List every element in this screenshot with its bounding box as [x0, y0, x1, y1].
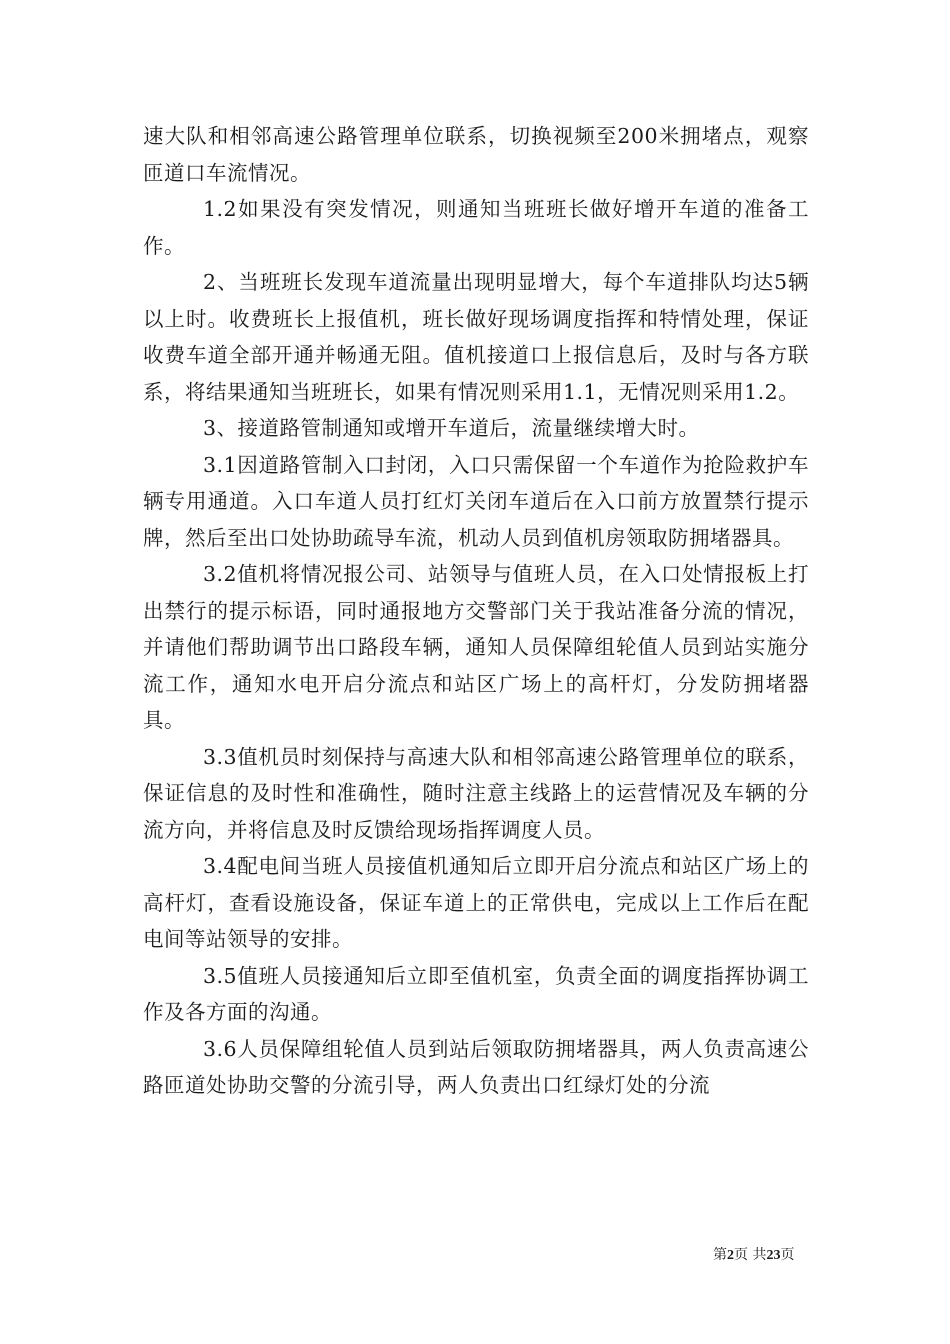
footer-prefix: 第 — [713, 1247, 727, 1263]
paragraph-6: 3.2值机将情况报公司、站领导与值班人员，在入口处情报板上打出禁行的提示标语，同时通报地方交警部门关于我站准备分流的情况，并请他们帮助调节出口路段车辆，通知人员保障组轮值人员到站实施分流工作，通知水电开启分流点和站区广场上的高杆灯，分发防拥堵器具。 — [143, 562, 809, 732]
paragraph-7: 3.3值机员时刻保持与高速大队和相邻高速公路管理单位的联系，保证信息的及时性和准确性，随时注意主线路上的运营情况及车辆的分流方向，并将信息及时反馈给现场指挥调度人员。 — [143, 744, 809, 842]
paragraph-2: 1.2如果没有突发情况，则通知当班班长做好增开车道的准备工作。 — [143, 197, 809, 258]
paragraph-10: 3.6人员保障组轮值人员到站后领取防拥堵器具，两人负责高速公路匝道处协助交警的分流引导，两人负责出口红绿灯处的分流 — [143, 1036, 809, 1097]
document-body — [143, 118, 809, 1104]
footer-middle: 页 共 — [734, 1247, 767, 1263]
paragraph-8: 3.4配电间当班人员接值机通知后立即开启分流点和站区广场上的高杆灯，查看设施设备，保证车道上的正常供电，完成以上工作后在配电间等站领导的安排。 — [143, 854, 809, 951]
paragraph-3: 2、当班班长发现车道流量出现明显增大，每个车道排队均达5辆以上时。收费班长上报值机，班长做好现场调度指挥和特情处理，保证收费车道全部开通并畅通无阻。值机接道口上报信息后，及时与各方联系，将结果通知当班班长，如果有情况则采用1.1，无情况则采用1.2。 — [143, 270, 809, 404]
paragraph-5: 3.1因道路管制入口封闭，入口只需保留一个车道作为抢险救护车辆专用通道。入口车道人员打红灯关闭车道后在入口前方放置禁行提示牌，然后至出口处协助疏导车流，机动人员到值机房领取防拥堵器具。 — [143, 452, 809, 550]
paragraph-4: 3、接道路管制通知或增开车道后，流量继续增大时。 — [203, 416, 700, 440]
current-page-number: 2 — [727, 1248, 734, 1263]
page-number-footer — [713, 1246, 794, 1265]
paragraph-1: 速大队和相邻高速公路管理单位联系，切换视频至200米拥堵点，观察匝道口车流情况。 — [143, 124, 809, 185]
paragraph-9: 3.5值班人员接通知后立即至值机室，负责全面的调度指挥协调工作及各方面的沟通。 — [143, 963, 809, 1024]
footer-suffix: 页 — [780, 1247, 795, 1263]
total-page-count: 23 — [766, 1248, 781, 1263]
